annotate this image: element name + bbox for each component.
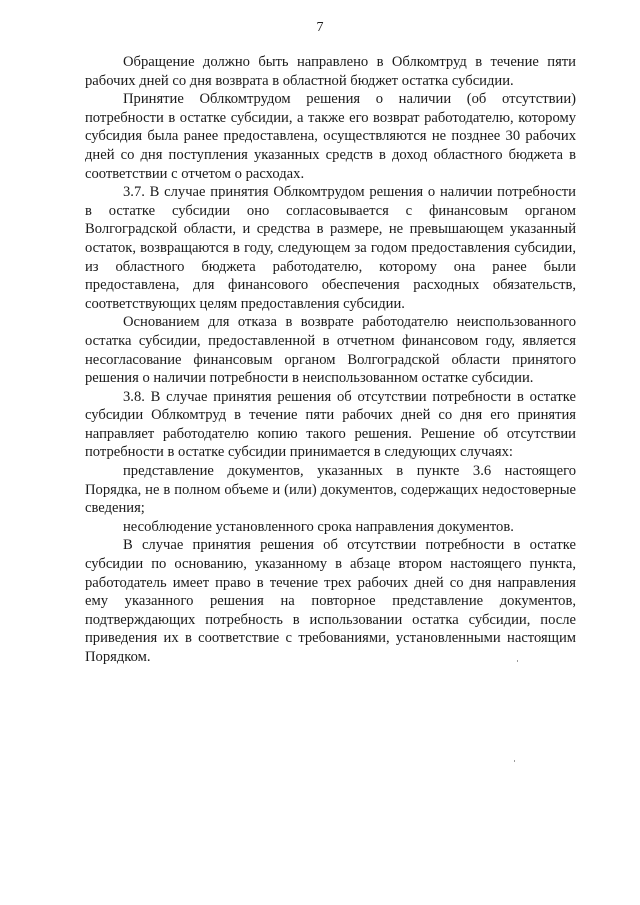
paragraph-case-missed-deadline: несоблюдение установленного срока направления документов. [123,518,514,535]
paragraph-resubmission-right: В случае принятия решения об отсутствии потребности в остатке субсидии по основанию, указанному в абзаце втором настоящего пункта, работодатель имеет право в течение трех рабочих дней со дня направления ему указанного решения на повторное представление документов, подтверждающих потребность в использовании остатка субсидии, после приведения их в соответствие с требованиями, установленными настоящим Порядком. [85,537,576,665]
scan-speck [517,660,518,662]
page-number: 7 [316,20,324,35]
scan-speck [514,760,515,762]
paragraph-appeal-deadline: Обращение должно быть направлено в Облкомтруд в течение пяти рабочих дней со дня возврата в областной бюджет остатка субсидии. [85,54,576,89]
paragraph-refusal-grounds: Основанием для отказа в возврате работодателю неиспользованного остатка субсидии, предоставленной в отчетном финансовом году, является несогласование финансовым органом Волгоградской области принятого решения о наличии потребности в неиспользованном остатке субсидии. [85,314,576,387]
paragraph-section-3-8: 3.8. В случае принятия решения об отсутствии потребности в остатке субсидии Облкомтруд в течение пяти рабочих дней со дня его принятия направляет работодателю копию такого решения. Решение об отсутствии потребности в остатке субсидии принимается в следующих случаях: [85,388,576,461]
paragraph-case-incomplete-documents: представление документов, указанных в пункте 3.6 настоящего Порядка, не в полном объеме и (или) документов, содержащих недостоверные сведения; [85,463,576,517]
paragraph-decision-timing: Принятие Облкомтрудом решения о наличии (об отсутствии) потребности в остатке субсидии, а также его возврат работодателю, которому субсидия была ранее предоставлена, осуществляются не позднее 30 рабочих дней со дня поступления указанных средств в доход областного бюджета в соответствии с отчетом о расходах. [85,91,576,182]
paragraph-section-3-7: 3.7. В случае принятия Облкомтрудом решения о наличии потребности в остатке субсидии оно согласовывается с финансовым органом Волгоградской области, и средства в размере, не превышающем указанный остаток, возвращаются в году, следующем за годом предоставления субсидии, из областного бюджета работодателю, которому она ранее были предоставлена, для финансового обеспечения расходных обязательств, соответствующих целям предоставления субсидии. [85,184,576,312]
document-body [85,53,576,667]
